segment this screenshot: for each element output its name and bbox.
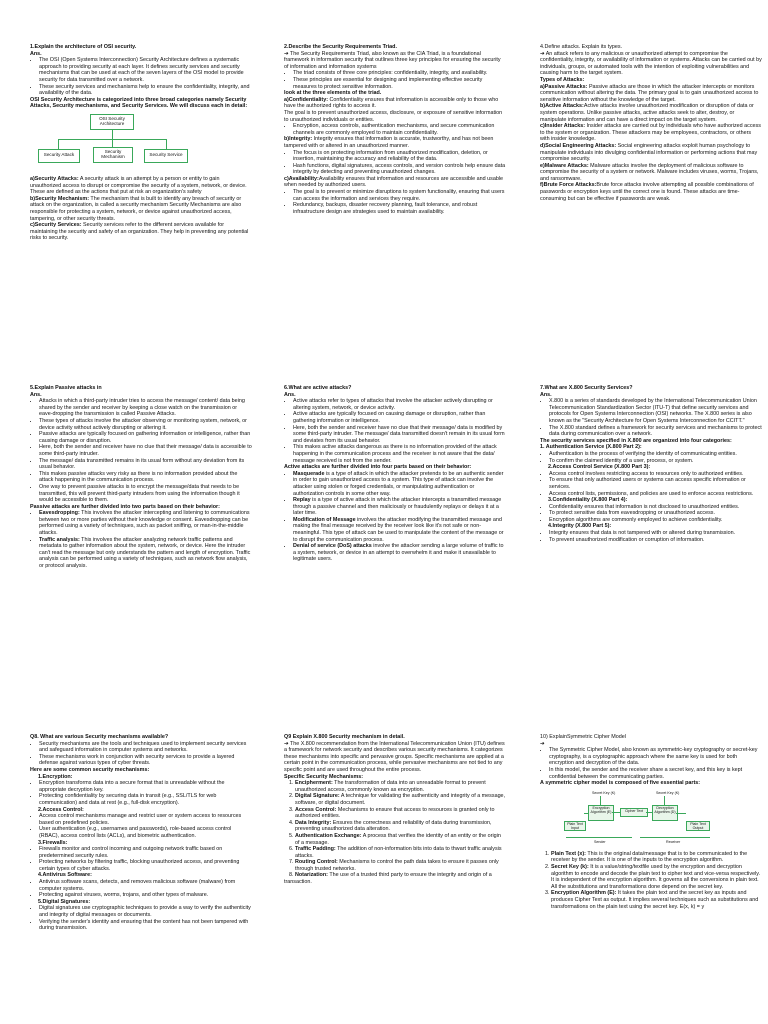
paragraph: b)Integrity: Integrity ensures that information is accurate, trustworthy, and has not been tampered with or altered in an unauthorized manner. [284, 136, 494, 149]
list-item: • Access control involves restricting access to resources only to authorized entities. [549, 471, 762, 478]
question-heading: 1.Explain the architecture of OSI security. [30, 44, 137, 50]
list-item: • One way to prevent passive attacks is to encrypt the message/data that needs to be transmitted, this will prevent third-party intruders from using the information though it would be accessible to them. [39, 484, 252, 504]
paragraph: e)Malware Attacks: Malware attacks involve the deployment of malicious software to compromise the security of a system or network. Malware includes viruses, worms, Trojans, and ransomware. [540, 162, 759, 182]
subheading: 1. Authentication Service (X.800 Part 2): [540, 444, 642, 451]
bold-paragraph: A symmetric cipher model is composed of five essential parts: [540, 780, 701, 787]
list-item: • Firewalls monitor and control incoming and outgoing network traffic based on predetermined security rules. [39, 846, 252, 859]
answer-label: Ans. [540, 391, 552, 398]
list-item: • To prevent unauthorized modification or corruption of information. [549, 537, 762, 544]
bullet-list [30, 398, 252, 504]
list-item: • Attacks in which a third-party intruder tries to access the message/ content/ data being shared by the sender and receiver by keeping a close watch on the transmission or eave-dropping the transmission is called Passive Attacks. [39, 398, 252, 418]
subheading: 3.Confidentiality (X.800 Part 4): [548, 497, 628, 504]
bullet-list [30, 741, 252, 767]
paragraph: f)Brute Force Attacks:Brute force attacks involve attempting all possible combinations of passwords or encryption keys until the correct one is found. These attacks are time-consuming but can be effective if passwords are weak. [540, 182, 754, 202]
diagram-label-sender: Sender [594, 839, 606, 844]
bullet-list [284, 471, 506, 563]
bullet-list [30, 57, 252, 97]
list-item: • Active attacks are typically focused on causing damage or disruption, rather than gathering information or intelligence. [293, 411, 506, 424]
bullet-list [540, 747, 762, 780]
question-heading: 5.Explain Passive attacks in [30, 385, 102, 391]
question-heading: Q9 Explain X.800 Security mechanism in detail. [284, 734, 405, 740]
list-item: • Integrity ensures that data is not tampered with or altered during transmission. [549, 530, 762, 537]
list-item: • X.800 is a series of standards developed by the International Telecommunication Union Telecommunication Standardization Sector (ITU-T) that define security services and protocols for Open Systems Interconnection (OSI) networks. The X.800 series is also known as the "Security Architecture for Open Systems Interconnection for CCITT." [549, 398, 762, 424]
numbered-list [284, 780, 506, 879]
diagram-box-attack: Security Attack [38, 149, 80, 163]
list-item: • These types of attacks involve the attacker observing or monitoring system, network, or device activity without actively disrupting or altering it. [39, 418, 252, 431]
diagram-box-top: OSI Security Architecture [90, 114, 134, 130]
paragraph: a)Passive Attacks: Passive attacks are those in which the attacker intercepts or monitors communication without altering the data. The primary goal is to gain unauthorized access to sensitive information without the knowledge of the target. [540, 83, 759, 103]
paragraph: ➔ An attack refers to any malicious or unauthorized attempt to compromise the confidentiality, integrity, or availability of information or systems. Attacks can be carried out by individuals, groups, or automated tools with the intention of exploiting vulnerabilities and causing harm to the target system. [540, 50, 762, 77]
section-passive-attacks [30, 385, 252, 570]
question-heading: 7.What are X.800 Security Services? [540, 385, 633, 391]
list-item: • To protect sensitive data from eavesdropping or unauthorized access. [549, 510, 762, 517]
osi-architecture-diagram [38, 114, 188, 172]
list-item: • The goal is to prevent or minimize disruptions to system functionality, ensuring that users can access the information and services they require. [293, 189, 506, 202]
list-item: • Eavesdropping: This involves the attacker intercepting and listening to communications between two or more parties without their knowledge or consent. Eavesdropping can be performed using a variety of techniques, such as packet sniffing, or man-in-the-middle attacks. [39, 510, 252, 536]
list-item: • To confirm the claimed identity of a user, process, or system. [549, 458, 762, 465]
diagram-box-plaintext-in: Plain Text Input [564, 821, 586, 831]
list-item: • Traffic analysis: This involves the attacker analyzing network traffic patterns and metadata to gather information about the system, network, or device. Here the intruder can't read the message but only understands the pattern and length of encryption. Traffic analysis can be performed using a variety of techniques, such as network flow analysis, or protocol analysis. [39, 537, 252, 570]
list-item: • Authentication is the process of verifying the identity of communicating entities. [549, 451, 762, 458]
arrow-glyph: ➔ [540, 740, 545, 747]
list-item: • This makes active attacks dangerous as there is no information provided of the attack happening in the communication process and the receiver is not aware that the data/ message received is not from the sender. [293, 444, 506, 464]
list-item: 4. Data Integrity: Ensures the correctness and reliability of data during transmission, preventing unauthorized data alteration. [295, 820, 506, 833]
list-item: 1. Plain Text (x): This is the original data/message that is to be communicated to the receiver by the sender. It is one of the inputs to the encryption algorithm. [551, 851, 762, 864]
paragraph: ➔ The Security Requirements Triad, also known as the CIA Triad, is a foundational framework in information security that outlines three key principles for ensuring the security of information and information systems [284, 50, 501, 70]
bullet-list [540, 451, 762, 464]
list-item: • Digital signatures use cryptographic techniques to provide a way to verify the authenticity and integrity of digital messages or documents. [39, 905, 252, 918]
bullet-list [540, 530, 762, 543]
bullet-list [30, 846, 252, 872]
list-item: • Security mechanisms are the tools and techniques used to implement security services and safeguard information in computer systems and networks. [39, 741, 252, 754]
list-item: • The OSI (Open Systems Interconnection) Security Architecture defines a systematic approach to providing security at each layer. It defines security services and security mechanisms that can be used at each of the seven layers of the OSI model to provide security for data transmitted over a network. [39, 57, 252, 83]
list-item: • Protecting confidentiality by securing data in transit (e.g., SSL/TLS for web communication) and data at rest (e.g., full-disk encryption). [39, 793, 252, 806]
subheading: 2.Access Control: [38, 806, 84, 813]
list-item: 7. Routing Control: Mechanisms to control the path data takes to ensure it passes only through trusted networks. [295, 859, 506, 872]
answer-label: Ans. [30, 391, 42, 398]
diagram-label-receiver: Receiver [666, 839, 681, 844]
diagram-box-mechanism: Security Mechanism [93, 147, 133, 163]
subheading: 2.Access Control Service (X.800 Part 3): [548, 464, 651, 471]
section-x800-mechanisms [284, 734, 506, 886]
list-item: • Masquerade is a type of attack in which the attacker pretends to be an authentic sender in order to gain unauthorized access to a system. This type of attack can involve the attacker using stolen or forged credentials, or manipulating authentication or authorization controls in some other way. [293, 471, 506, 497]
list-item: • Antivirus software scans, detects, and removes malicious software (malware) from computer systems. [39, 879, 252, 892]
list-item: 8. Notarization: The use of a trusted third party to ensure the integrity and origin of a [295, 872, 506, 879]
list-item: • The message/ data transmitted remains in its usual form without any deviation from its usual behavior. [39, 458, 252, 471]
list-item: • Redundancy, backups, disaster recovery planning, fault tolerance, and robust infrastructure design are strategies used to maintain availability. [293, 202, 506, 215]
bold-paragraph: Active attacks are further divided into four parts based on their behavior: [284, 464, 472, 471]
paragraph: transaction. [284, 879, 312, 886]
answer-label: Ans. [30, 50, 42, 57]
paragraph: b)Security Mechanism: The mechanism that is built to identify any breach of security or attack on the organization, is called a security mechanism Security Mechanisms are also responsible for protecting a system, network, or device against unauthorized access, tampering, or other security threats. [30, 195, 242, 222]
paragraph: c)Availability:Availability ensures that information and resources are accessible and usable when needed by authorized users. [284, 175, 504, 189]
symmetric-cipher-diagram [564, 791, 714, 847]
list-item: • Protecting against viruses, worms, trojans, and other types of malware. [39, 892, 252, 899]
list-item: • The X.800 standard defines a framework for security services and mechanisms to protect data during communication over a network. [549, 425, 762, 438]
list-item: • Verifying the sender's identity and ensuring that the content has not been tampered with during transmission. [39, 919, 252, 932]
diagram-box-encryption: Encryption Algorithm (E) [588, 805, 614, 821]
bullet-list [540, 398, 762, 438]
diagram-box-ciphertext: Cipher Text [620, 808, 648, 817]
bold-paragraph: Types of Attacks: [540, 76, 585, 83]
list-item: • Passive attacks are typically focused on gathering information or intelligence, rather than causing damage or disruption. [39, 431, 252, 444]
list-item: • To ensure that only authorized users or systems can access specific information or services. [549, 477, 762, 490]
paragraph: a)Confidentiality: Confidentiality ensures that information is accessible only to those who have the authorized rights to access it. [284, 96, 499, 110]
bullet-list [284, 123, 506, 136]
subheading: 4.Integrity (X.800 Part 5): [548, 523, 612, 530]
bold-paragraph: OSI Security Architecture is categorized into three broad categories namely Security Attacks, Security mechanisms, and Security Services. We will discuss each in detail: [30, 96, 248, 110]
list-item: • User authentication (e.g., usernames and passwords), role-based access control (RBAC), access control lists (ACLs), and biometric authentication. [39, 826, 252, 839]
question-heading: 6.What are active attacks? [284, 385, 352, 391]
list-item: 1. Encipherment: The transformation of data into an unreadable format to prevent unauthorized access, commonly known as encryption. [295, 780, 506, 793]
bullet-list [30, 780, 252, 806]
list-item: • Access control lists, permissions, and policies are used to enforce access restrictions. [549, 491, 762, 498]
diagram-box-service: Security Service [144, 149, 188, 163]
list-item: 3. Access Control: Mechanisms to ensure that access to resources is granted only to authorized entities. [295, 807, 506, 820]
subheading: 4.Antivirus Software: [38, 872, 92, 879]
section-security-mechanisms [30, 734, 252, 932]
section-symmetric-cipher [540, 734, 762, 910]
diagram-label-key: Secret Key (K) [592, 790, 616, 795]
paragraph: b)Active Attacks:Active attacks involve unauthorized modification or disruption of data or system operations. Unlike passive attacks, active attacks seek to alter, destroy, or manipulate information and can have a direct impact on the target system. [540, 103, 754, 123]
section-attack-types [540, 44, 762, 202]
subheading: 1.Encryption: [38, 773, 73, 780]
list-item: • The focus is on protecting information from unauthorized modification, deletion, or insertion, maintaining the accuracy and reliability of the data. [293, 150, 506, 163]
numbered-list [540, 851, 762, 910]
list-item: • Here, both the sender and receiver have no clue that their message/ data is modified by some third-party intruder. The message/ data transmitted doesn't remain in its usual form and deviates from its usual behavior. [293, 425, 506, 445]
bold-paragraph: The security services specified in X.800 are organized into four categories: [540, 437, 732, 444]
bold-paragraph: Here are some common security mechanisms: [30, 766, 150, 773]
list-item: • Denial of service (DoS) attacks involve the attacker sending a large volume of traffic to a system, network, or device in an attempt to overwhelm it and make it unavailable to legitimate users. [293, 543, 506, 563]
list-item: 6. Traffic Padding: The addition of non-information bits into data to thwart traffic analysis attacks. [295, 846, 506, 859]
list-item: • Modification of Message involves the attacker modifying the transmitted message and making the final message received by the receiver look like it's not safe or non-meaningful. This type of attack can be used to manipulate the content of the message or to disrupt the communication process. [293, 517, 506, 543]
subheading: 3.Firewalls: [38, 839, 68, 846]
bullet-list [30, 813, 252, 839]
section-osi-architecture [30, 44, 252, 242]
paragraph: c)Insider Attacks: Insider attacks are carried out by individuals who have authorized access to the system or organization. These attackers may be employees, contractors, or others with insider knowledge. [540, 123, 761, 143]
question-heading: 10) ExplainSymmetric Cipher Model [540, 734, 626, 740]
list-item: 2. Secret Key (k): It is a value/string/textfile used by the encryption and decryption algorithm to encode and decode the plain text to cipher text and vice-versa respectively. It is independent of the encryption algorithm. It governs all the conversions in plain text. All the substitutions and transformations done depend on the secret key. [551, 864, 762, 890]
list-item: • In this model, the sender and the receiver share a secret key, and this key is kept confidential between the communicating parties. [549, 767, 762, 780]
paragraph: The goal is to prevent unauthorized access, disclosure, or exposure of sensitive information to unauthorized individuals or entities. [284, 109, 503, 123]
bullet-list [540, 471, 762, 497]
paragraph: d)Social Engineering Attacks: Social engineering attacks exploit human psychology to manipulate individuals into divulging confidential information or performing actions that may compromise security. [540, 142, 758, 163]
section-active-attacks [284, 385, 506, 563]
bullet-list [284, 189, 506, 215]
section-security-triad [284, 44, 506, 215]
bullet-list [540, 504, 762, 524]
list-item: 5. Authentication Exchange: A process that verifies the identity of an entity or the origin of a message. [295, 833, 506, 846]
list-item: • Encryption, access controls, authentication mechanisms, and secure communication channels are commonly employed to maintain confidentiality. [293, 123, 506, 136]
question-heading: 4.Define attacks. Explain its types. [540, 44, 623, 50]
list-item: • Replay is a type of active attack in which the attacker intercepts a transmitted message through a passive channel and then maliciously or fraudulently replays or delays it at a later time. [293, 497, 506, 517]
bullet-list [30, 905, 252, 931]
bold-paragraph: Passive attacks are further divided into two parts based on their behavior: [30, 503, 220, 510]
answer-label: Ans. [284, 391, 296, 398]
question-heading: 2.Describe the Security Requirements Triad. [284, 44, 397, 50]
diagram-box-plaintext-out: Plain Text Output [686, 821, 710, 831]
list-item: • Encryption algorithms are commonly employed to achieve confidentiality. [549, 517, 762, 524]
list-item: • These mechanisms work in conjunction with security services to provide a layered defense against various types of cyber threats. [39, 754, 252, 767]
list-item: • These security services and mechanisms help to ensure the confidentiality, integrity, and availability of the data. [39, 84, 252, 97]
list-item: • The triad consists of three core principles: confidentiality, integrity, and availability. [293, 70, 506, 77]
section-x800-services [540, 385, 762, 543]
list-item: • Access control mechanisms manage and restrict user or system access to resources based on predefined policies. [39, 813, 252, 826]
list-item: • Active attacks refer to types of attacks that involve the attacker actively disrupting or altering system, network, or device activity. [293, 398, 506, 411]
paragraph: ➔ The X.800 recommendation from the International Telecommunication Union (ITU) defines a framework for network security and describes various security mechanisms. It categorizes these mechanisms into specific and pervasive groups. Specific mechanisms are applied at a certain point in the communication process, while pervasive mechanisms are not tied to any specific point and are used throughout the entire process. [284, 740, 505, 773]
diagram-box-decryption: Decryption Algorithm (D) [652, 805, 678, 821]
bullet-list [284, 150, 506, 176]
list-item: 2. Digital Signature: A technique for validating the authenticity and integrity of a message, software, or digital document. [295, 793, 506, 806]
list-item: • Hash functions, digital signatures, access controls, and version controls help ensure data integrity by detecting and preventing unauthorized changes. [293, 163, 506, 176]
list-item: • This makes passive attacks very risky as there is no information provided about the attack happening in the communication process. [39, 471, 252, 484]
bold-paragraph: look at the three elements of the triad. [284, 90, 382, 97]
subheading: 5.Digital Signatures: [38, 898, 91, 905]
list-item: 3. Encryption Algorithm (E): It takes the plain text and the secret key as inputs and produces Cipher Text as output. It implies several techniques such as substitutions and transformations on the plain text using the secret key. E(x, k) = y [551, 890, 762, 910]
bold-paragraph: Specific Security Mechanisms: [284, 773, 364, 780]
bullet-list [284, 70, 506, 90]
bullet-list [284, 398, 506, 464]
list-item: • Protecting networks by filtering traffic, blocking unauthorized access, and preventing certain types of cyber attacks. [39, 859, 252, 872]
list-item: • Encryption transforms data into a secure format that is unreadable without the appropriate decryption key. [39, 780, 252, 793]
diagram-label-key: Secret Key (K) [656, 790, 680, 795]
list-item: • Confidentiality ensures that information is not disclosed to unauthorized entities. [549, 504, 762, 511]
list-item: • The Symmetric Cipher Model, also known as symmetric-key cryptography or secret-key cryptography, is a cryptographic approach where the same key is used for both encryption and decryption of the data. [549, 747, 762, 767]
bullet-list [30, 879, 252, 899]
paragraph: c)Security Services: Security services refer to the different services available for maintaining the security and safety of an organization. They help in preventing any potential risks to security. [30, 222, 249, 242]
list-item: • Here, both the sender and receiver have no clue that their message/ data is accessible to some third-party intruder. [39, 444, 252, 457]
list-item: • These principles are essential for designing and implementing effective security measures to protect sensitive information. [293, 77, 506, 90]
bullet-list [30, 510, 252, 569]
paragraph: a)Security Attacks: A security attack is an attempt by a person or entity to gain unauthorized access to disrupt or compromise the security of a system, network, or device. These are defined as the actions that put at risk an organization's safety [30, 175, 247, 196]
question-heading: Q8. What are various Security mechanisms available? [30, 734, 169, 740]
